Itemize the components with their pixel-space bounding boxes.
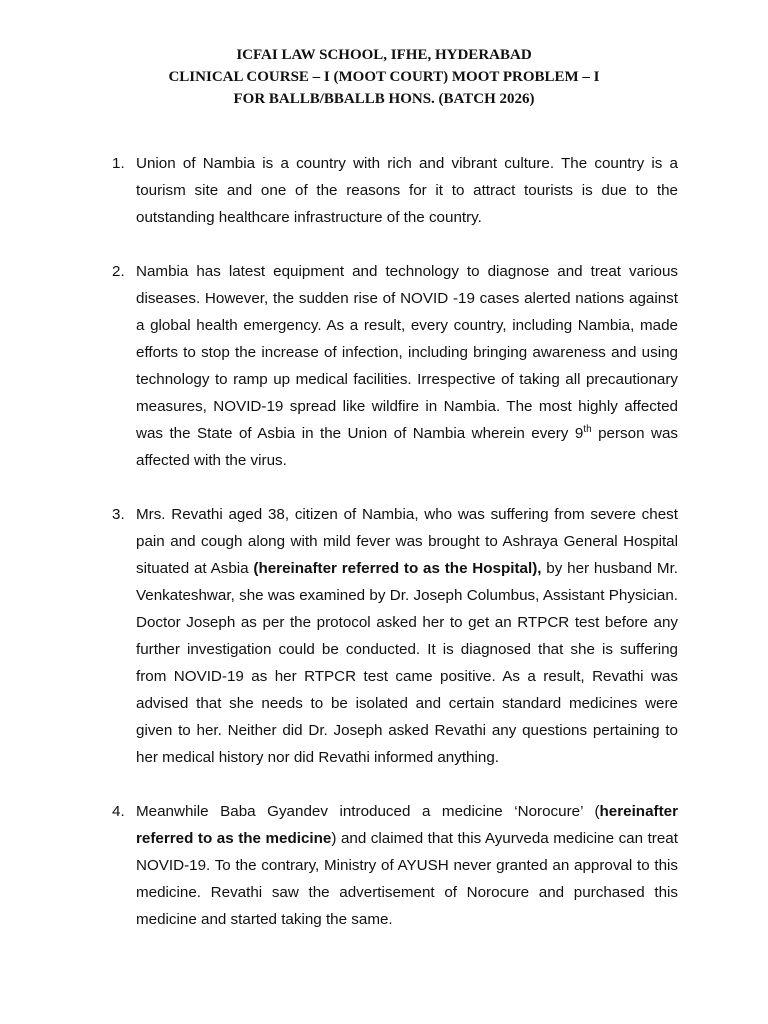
paragraph-body-cont: ) and claimed that this Ayurveda medicine can treat NOVID-19. To the contrary, Ministry of AYUSH never granted an approval to this medicine. Revathi saw the advertisement of Norocure and purchased this medicine and started taking the same. — [136, 830, 678, 928]
paragraph-text — [136, 501, 678, 771]
paragraph-body-cont: person was affected with the virus. — [136, 425, 679, 469]
paragraph-body: Nambia has latest equipment and technology to diagnose and treat various diseases. However, the sudden rise of NOVID -19 cases alerted nations against a global health emergency. As a result, every country, including Nambia, made efforts to stop the increase of infection, including bringing awareness and using technology to ramp up medical facilities. Irrespective of taking all precautionary measures, NOVID-19 spread like wildfire in Nambia. The most highly affected was the State of Asbia in the Union of Nambia wherein every 9 — [136, 263, 678, 442]
header-course: CLINICAL COURSE – I (MOOT COURT) MOOT PROBLEM – I — [168, 69, 600, 85]
document-header — [0, 44, 768, 110]
paragraph-text — [136, 150, 678, 231]
paragraph-3 — [112, 501, 678, 771]
paragraph-body: Meanwhile Baba Gyandev introduced a medicine ‘Norocure’ ( — [136, 803, 600, 820]
ordinal-superscript: th — [583, 423, 592, 435]
paragraph-number: 3. — [112, 506, 125, 523]
paragraph-body: Mrs. Revathi aged 38, citizen of Nambia, who was suffering from severe chest pain and cough along with mild fever was brought to Ashraya General Hospital situated at Asbia — [136, 506, 678, 577]
paragraph-body-cont: by her husband Mr. Venkateshwar, she was examined by Dr. Joseph Columbus, Assistant Physician. Doctor Joseph as per the protocol asked her to get an RTPCR test before any further investigation could be conducted. It is diagnosed that she is suffering from NOVID-19 as her RTPCR test came positive. As a result, Revathi was advised that she needs to be isolated and certain standard medicines were given to her. Neither did Dr. Joseph asked Revathi any questions pertaining to her medical history nor did Revathi informed anything. — [136, 560, 679, 766]
header-batch: FOR BALLB/BBALLB HONS. (BATCH 2026) — [233, 91, 535, 107]
paragraph-number: 2. — [112, 263, 125, 280]
paragraph-body: Union of Nambia is a country with rich and vibrant culture. The country is a tourism site and one of the reasons for it to attract tourists is due to the outstanding healthcare infrastructure of the country. — [136, 155, 678, 226]
paragraph-4 — [112, 798, 678, 933]
paragraph-number: 1. — [112, 155, 125, 172]
paragraph-number: 4. — [112, 803, 125, 820]
defined-term: (hereinafter referred to as the Hospital), — [253, 560, 542, 577]
paragraph-1 — [112, 150, 678, 231]
defined-term: hereinafter referred to as the medicine — [136, 803, 678, 847]
moot-problem-facts — [112, 150, 678, 960]
header-institution: ICFAI LAW SCHOOL, IFHE, HYDERABAD — [236, 47, 532, 63]
paragraph-text — [136, 258, 678, 474]
paragraph-text — [136, 798, 678, 933]
paragraph-2 — [112, 258, 678, 474]
